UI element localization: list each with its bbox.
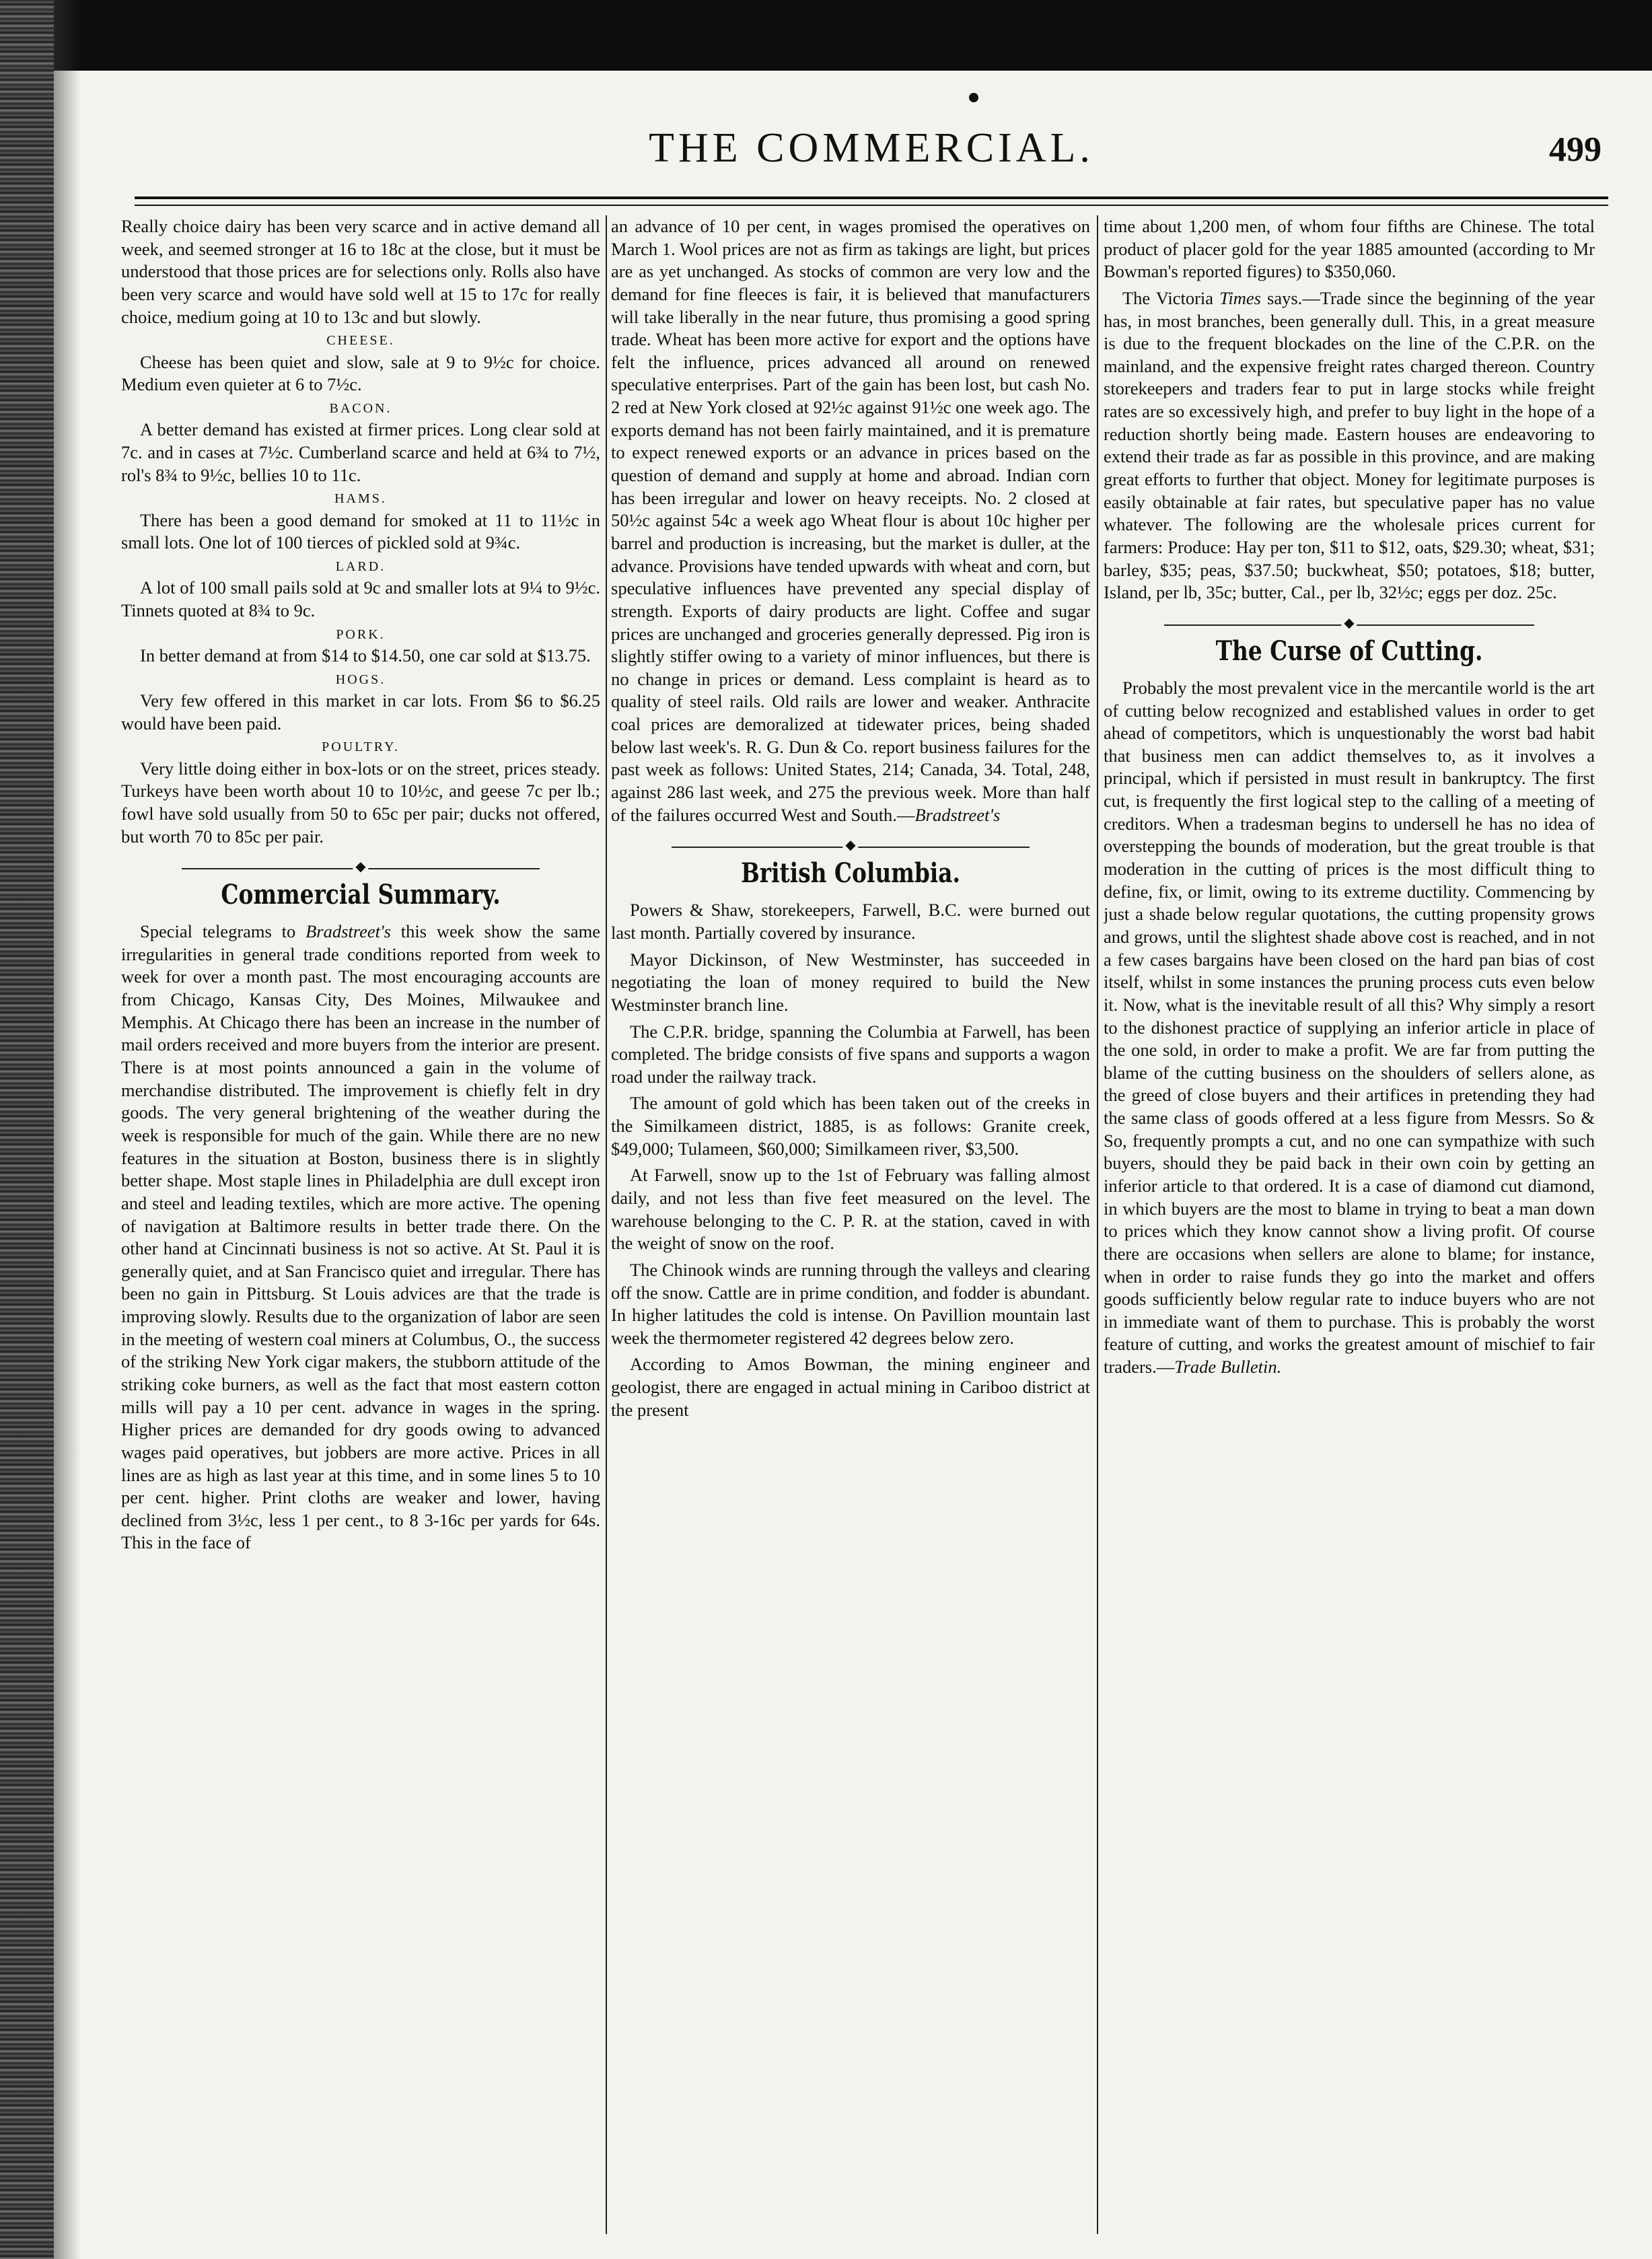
paragraph: The C.P.R. bridge, spanning the Columbia at Farwell, has been completed. The bridge consists of five spans and supports a wagon road under the railway track. (611, 1021, 1090, 1087)
page-title: THE COMMERCIAL. (649, 125, 1094, 171)
header-rule-thin (135, 205, 1608, 206)
section-divider (672, 842, 1030, 852)
scan-top-border (0, 0, 1652, 71)
paragraph: Mayor Dickinson, of New Westminster, has succeeded in negotiating the loan of money required to build the New Westminster branch line. (611, 949, 1090, 1015)
source-name: Trade Bulletin. (1174, 1357, 1282, 1377)
column-3 (1104, 215, 1595, 1383)
source-name: Bradstreet's (914, 804, 1001, 825)
paragraph: A lot of 100 small pails sold at 9c and smaller lots at 9¼ to 9½c. Tinnets quoted at 8¾ to 9c. (121, 577, 600, 620)
paragraph (1104, 677, 1595, 1379)
text-span: Probably the most prevalent vice in the mercantile world is the art of cutting below recognized and established values in order to get ahead of competitors, which is unquestionably the worst bad habit that business men can addict themselves to, as it involves a principal, which if persisted in must result in bankruptcy. The first cut, is frequently the first logical step to the calling of a meeting of creditors. When a tradesman begins to undersell he has no idea of overstepping the bounds of moderation, but the great trouble is that moderation in the cutting of prices is the most difficult thing to define, fix, or limit, owing to its extreme ductility. Commencing by just a shade below regular quotations, the cutting propensity grows and grows, until the slightest shade above cost is reached, and in not a few cases bargains have been closed on the hard pan bias of cost itself, whilst in some instances the pruning process cuts even below it. Now, what is the inevitable result of all this? Why simply a resort to the dishonest practice of supplying an inferior article in place of the one sold, in order to make a profit. We are far from putting the blame of the cutting business on the shoulders of sellers alone, as the greed of close buyers and their artifices in pretending they had the same class of goods offered at a less figure from Messrs. So & So, frequently prompts a cut, and no one can sympathize with such buyers, should they be paid back in their own coin by getting an inferior article to that ordered. It is a case of diamond cut diamond, in which buyers are the most to blame in trying to beat a man down to prices which they know cannot show a living profit. Of course there are occasions when sellers are alone to blame; for instance, when in order to raise funds they go into the market and offers goods sufficiently below regular rate to induce buyers who are not in immediate want of them to purchase. This is probably the worst feature of cutting, and works the greatest amount of mischief to fair traders.— (1104, 677, 1595, 1377)
heading-british-columbia: British Columbia. (741, 857, 960, 890)
subheading-cheese: CHEESE. (326, 333, 395, 349)
paragraph: Powers & Shaw, storekeepers, Farwell, B.C. were burned out last month. Partially covered by insurance. (611, 900, 1090, 943)
text-span: this week show the same irregularities in general trade conditions reported from week to week for over a month past. The most encouraging accounts are from Chicago, Kansas City, Des Moines, Milwaukee and Memphis. At Chicago there has been an increase in the number of mail orders received and more buyers from the interior are present. There is at most points announced a gain in the volume of merchandise distributed. The improvement is chiefly felt in dry goods. The very general brightening of the weather during the week is responsible for much of the gain. While there are no new features in the situation at Boston, business there is in slightly better shape. Most staple lines in Philadelphia are dull except iron and steel and leading textiles, which are more active. The opening of navigation at Baltimore results in better trade there. On the other hand at Cincinnati business is not so active. At St. Paul it is generally quiet, and at San Francisco quiet and irregular. There has been no gain in Pittsburg. St Louis advices are that the trade is improving slowly. Results due to the organization of labor are seen in the meeting of western coal miners at Columbus, O., the success of the striking New York cigar makers, the stubborn attitude of the striking coke burners, as well as the fact that most eastern cotton mills will pay a 10 per cent. advance in wages in the spring. Higher prices are demanded for dry goods owing to advanced wages paid operatives, but jobbers are more active. Prices in all lines are as high as last year at this time, and in some lines 5 to 10 per cent. higher. Print cloths are weaker and lower, having declined from 3½c, less 1 per cent., to 8 3-16c per yards for 64s. This in the face of (121, 921, 600, 1553)
scan-left-binding (0, 0, 54, 2259)
paragraph (1104, 287, 1595, 604)
paragraph (121, 921, 600, 1554)
subheading-lard: LARD. (335, 559, 386, 574)
paragraph: Very few offered in this market in car lots. From $6 to $6.25 would have been paid. (121, 690, 600, 733)
text-span: The Victoria (1122, 287, 1220, 308)
subheading-hams: HAMS. (334, 491, 387, 507)
subheading-poultry: POULTRY. (322, 740, 400, 755)
paragraph (611, 215, 1090, 826)
scan-left-shadow (54, 0, 81, 2259)
paragraph: At Farwell, snow up to the 1st of February was falling almost daily, and not less than five feet measured on the level. The warehouse belonging to the C. P. R. at the station, caved in with the weight of snow on the roof. (611, 1165, 1090, 1254)
subheading-bacon: BACON. (329, 400, 392, 416)
page-dot (969, 93, 978, 102)
paragraph: Really choice dairy has been very scarce and in active demand all week, and seemed stronger at 16 to 18c at the close, but it must be understood that those prices are for selections only. Rolls also have been very scarce and would have sold well at 15 to 17c for really choice, medium going at 10 to 13c and but slowly. (121, 216, 600, 327)
paragraph: Cheese has been quiet and slow, sale at 9 to 9½c for choice. Medium even quieter at 6 to 7½c. (121, 351, 600, 395)
column-2 (611, 215, 1090, 1425)
subheading-pork: PORK. (336, 626, 386, 642)
heading-curse-of-cutting: The Curse of Cutting. (1215, 635, 1483, 667)
paragraph: The Chinook winds are running through the valleys and clearing off the snow. Cattle are in prime condition, and fodder is abundant. In higher latitudes the cold is intense. On Pavillion mountain last week the thermometer registered 42 degrees below zero. (611, 1259, 1090, 1348)
text-span: Special telegrams to (140, 921, 306, 942)
section-divider (1164, 620, 1534, 630)
subheading-hogs: HOGS. (335, 672, 386, 687)
text-span: says.—Trade since the beginning of the year has, in most branches, been generally dull. This, in a great measure is due to the frequent blockades on the line of the C.P.R. on the mainland, and the expensive freight rates charged thereon. Country storekeepers and traders fear to put in large stocks while freight rates are so excessively high, and prefer to buy light in the hope of a reduction shortly being made. Eastern houses are endeavoring to extend their trade as far as possible in this province, and are making great efforts to further that object. Money for legitimate purposes is easily obtainable at fair rates, but speculative paper has no value whatever. The following are the wholesale prices current for farmers: Produce: Hay per ton, $11 to $12, oats, $29.30; wheat, $31; barley, $35; peas, $37.50; buckwheat, $50; potatoes, $18; butter, Island, per lb, 35c; butter, Cal., per lb, 32½c; eggs per doz. 25c. (1104, 287, 1595, 603)
paragraph: A better demand has existed at firmer prices. Long clear sold at 7c. and in cases at 7½c. Cumberland scarce and held at 6¾ to 7½, rol's 8¾ to 9½c, bellies 10 to 11c. (121, 419, 600, 485)
header-rule-thick (135, 196, 1608, 199)
section-divider (182, 864, 540, 873)
page-number: 499 (1549, 131, 1602, 169)
heading-commercial-summary: Commercial Summary. (221, 879, 501, 911)
page-header (135, 124, 1608, 185)
paragraph: According to Amos Bowman, the mining engineer and geologist, there are engaged in actual mining in Cariboo district at the present (611, 1354, 1090, 1420)
text-span: an advance of 10 per cent, in wages promised the operatives on March 1. Wool prices are not as firm as takings are light, but prices are as yet unchanged. As stocks of common are very low and the demand for fine fleeces is fair, it is believed that manufacturers will take liberally in the near future, thus promising a good spring trade. Wheat has been more active for export and the options have felt the influence, prices advanced all around on renewed speculative enterprises. Part of the gain has been lost, but cash No. 2 red at New York closed at 92½c against 91½c one week ago. The exports demand has not been fairly maintained, and it is premature to expect renewed exports or an advance in prices based on the question of demand and supply at home and abroad. Indian corn has been irregular and lower on heavy receipts. No. 2 closed at 50½c against 54c a week ago Wheat flour is about 10c higher per barrel and production is increasing, but the market is duller, at the advance. Provisions have tended upwards with wheat and corn, but speculative influences have prevented any special display of strength. Exports of dairy products are light. Coffee and sugar prices are unchanged and groceries generally depressed. Pig iron is slightly stiffer owing to a variety of minor influences, but there is no change in prices or demand. Less complaint is heard as to quality of steel rails. Old rails are lower and weaker. Anthracite coal prices are demoralized at tidewater prices, being shaded below last week's. R. G. Dun & Co. report business failures for the past week as follows: United States, 214; Canada, 34. Total, 248, against 286 last week, and 275 the previous week. More than half of the failures occurred West and South.— (611, 216, 1090, 825)
source-name: Bradstreet's (306, 921, 391, 942)
paragraph: In better demand at from $14 to $14.50, one car sold at $13.75. (140, 645, 591, 666)
column-divider (606, 215, 607, 2234)
paragraph: time about 1,200 men, of whom four fifths are Chinese. The total product of placer gold for the year 1885 amounted (according to Mr Bowman's reported figures) to $350,060. (1104, 216, 1595, 282)
paragraph: The amount of gold which has been taken out of the creeks in the Similkameen district, 1885, is as follows: Granite creek, $49,000; Tulameen, $60,000; Similkameen river, $3,500. (611, 1093, 1090, 1159)
source-name: Times (1219, 287, 1261, 308)
paragraph: Very little doing either in box-lots or on the street, prices steady. Turkeys have been worth about 10 to 10½c, and geese 7c per lb.; fowl have sold usually from 50 to 65c per pair; ducks not offered, but worth 70 to 85c per pair. (121, 758, 600, 847)
column-divider (1097, 215, 1098, 2234)
paragraph: There has been a good demand for smoked at 11 to 11½c in small lots. One lot of 100 tierces of pickled sold at 9¾c. (121, 509, 600, 553)
column-1 (121, 215, 600, 1558)
